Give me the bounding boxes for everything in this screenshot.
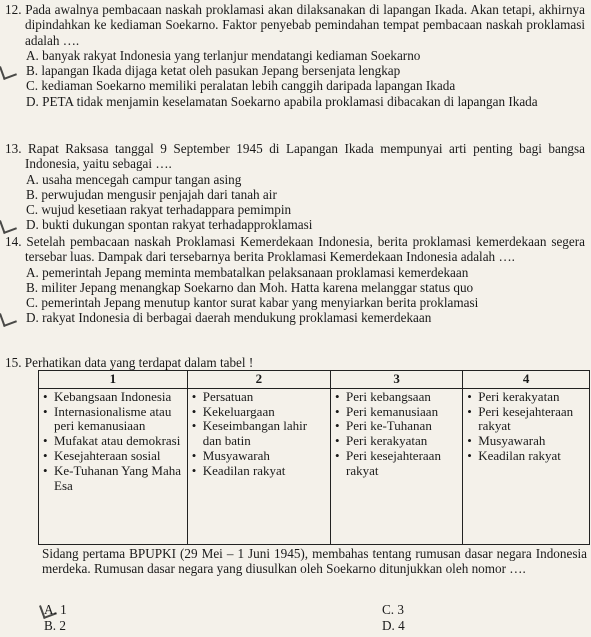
question-13-option-c[interactable]: C. wujud kesetiaan rakyat terhadappara pemimpin — [26, 202, 292, 218]
question-12-option-d[interactable]: D. PETA tidak menjamin keselamatan Soekarno apabila proklamasi dibacakan di lapangan Ikada — [26, 93, 538, 109]
question-13 — [0, 141, 591, 233]
list-item: • Keseimbangan lahir dan batin — [191, 419, 327, 449]
question-15-after — [0, 546, 591, 577]
table-cell-col1 — [39, 388, 188, 544]
list-item: • Internasionalisme atau peri kemanusiaan — [42, 405, 184, 435]
question-14-option-a[interactable]: A. pemerintah Jepang meminta membatalkan pelaksanaan proklamasi kemerdekaan — [26, 264, 469, 280]
table-cell-col4 — [463, 388, 590, 544]
question-15 — [0, 355, 591, 370]
question-15-option-b[interactable]: B. 2 — [44, 618, 66, 633]
question-14-option-d[interactable]: D. rakyat Indonesia di berbagai daerah mendukung proklamasi kemerdekaan — [4, 310, 585, 325]
table-header-2: 2 — [187, 371, 330, 389]
list-item: • Peri kerakyatan — [334, 434, 459, 449]
question-12-stem: 12. Pada awalnya pembacaan naskah proklamasi akan dilaksanakan di lapangan Ikada. Akan tetapi, akhirnya dipindahkan ke kediaman Soekarno. Faktor penyebab pemindahan tempat pembacaan naskah proklamasi adalah …. — [5, 2, 585, 48]
question-12-option-c[interactable]: C. kediaman Soekarno memiliki peralatan lebih canggih daripada lapangan Ikada — [26, 78, 456, 94]
question-14 — [0, 234, 591, 326]
question-15-stem: 15. Perhatikan data yang terdapat dalam tabel ! — [5, 355, 254, 370]
question-12-option-a[interactable]: A. banyak rakyat Indonesia yang terlanjur mendatangi kediaman Soekarno — [26, 47, 421, 63]
table-header-3: 3 — [331, 371, 463, 389]
list-item: • Peri kesejahteraan rakyat — [334, 449, 459, 479]
list-item: • Peri kerakyatan — [466, 390, 586, 405]
question-15-prompt: Sidang pertama BPUPKI (29 Mei – 1 Juni 1945), membahas tentang rumusan dasar negara Indonesia merdeka. Rumusan dasar negara yang diusulkan oleh Soekarno ditunjukkan oleh nomor …. — [42, 546, 587, 577]
list-item: • Kesejahteraan sosial — [42, 449, 184, 464]
list-item: • Ke-Tuhanan Yang Maha Esa — [42, 464, 184, 494]
list-item: • Keadilan rakyat — [191, 464, 327, 479]
question-13-option-b[interactable]: B. perwujudan mengusir penjajah dari tanah air — [26, 186, 277, 202]
table-header-1: 1 — [39, 371, 188, 389]
question-14-option-c[interactable]: C. pemerintah Jepang menutup kantor surat kabar yang menyiarkan berita proklamasi — [26, 295, 479, 311]
list-item: • Kekeluargaan — [191, 405, 327, 420]
question-13-option-d[interactable]: D. bukti dukungan spontan rakyat terhadapproklamasi — [4, 217, 585, 232]
table-header-row — [39, 371, 590, 389]
table-header-4: 4 — [463, 371, 590, 389]
table-row — [39, 388, 590, 544]
list-item: • Mufakat atau demokrasi — [42, 434, 184, 449]
list-item: • Peri kemanusiaan — [334, 405, 459, 420]
table-cell-col2 — [187, 388, 330, 544]
question-12-option-b[interactable]: B. lapangan Ikada dijaga ketat oleh pasukan Jepang bersenjata lengkap — [4, 63, 585, 78]
list-item: • Musyawarah — [466, 434, 586, 449]
question-14-stem: 14. Setelah pembacaan naskah Proklamasi Kemerdekaan Indonesia, berita proklamasi kemerdekaan segera tersebar luas. Dampak dari tersebarnya berita Proklamasi Kemerdekaan Indonesia adalah …. — [5, 234, 585, 265]
list-item: • Peri kesejahteraan rakyat — [466, 405, 586, 435]
list-item: • Kebangsaan Indonesia — [42, 390, 184, 405]
question-15-option-c[interactable]: C. 3 — [382, 602, 404, 617]
list-item: • Musyawarah — [191, 449, 327, 464]
data-table — [38, 370, 590, 545]
table-cell-col3 — [331, 388, 463, 544]
list-item: • Persatuan — [191, 390, 327, 405]
question-13-stem: 13. Rapat Raksasa tanggal 9 September 1945 di Lapangan Ikada mempunyai arti penting bagi bangsa Indonesia, yaitu sebagai …. — [5, 141, 585, 172]
list-item: • Peri kebangsaan — [334, 390, 459, 405]
question-13-option-a[interactable]: A. usaha mencegah campur tangan asing — [26, 171, 242, 187]
list-item: • Keadilan rakyat — [466, 449, 586, 464]
question-15-option-a[interactable]: A. 1 — [44, 602, 67, 617]
question-12 — [0, 2, 591, 109]
list-item: • Peri ke-Tuhanan — [334, 419, 459, 434]
question-14-option-b[interactable]: B. militer Jepang menangkap Soekarno dan Moh. Hatta karena melanggar status quo — [26, 279, 474, 295]
question-15-option-d[interactable]: D. 4 — [382, 618, 405, 633]
